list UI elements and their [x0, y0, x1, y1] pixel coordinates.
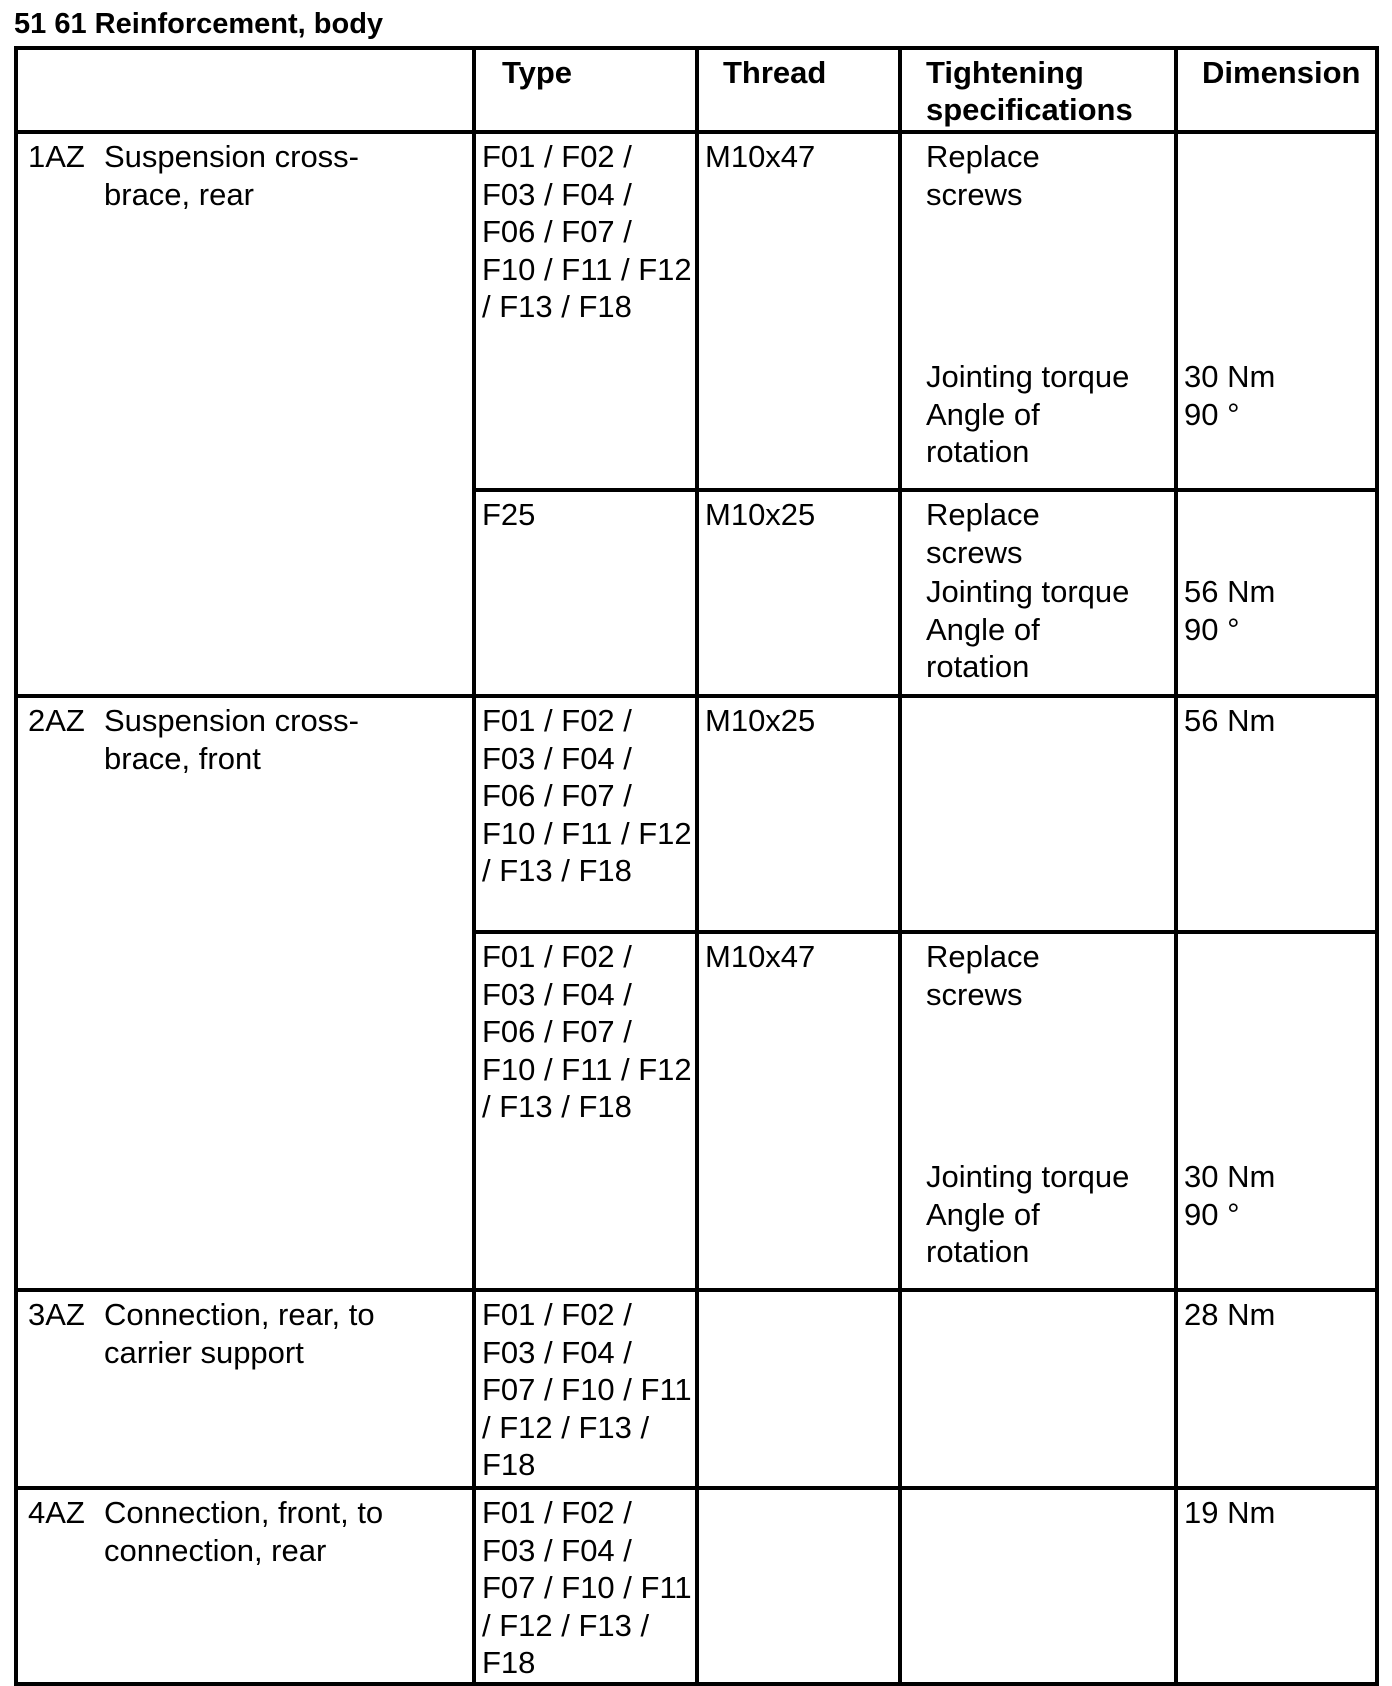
spec-jointing-torque: Jointing torque — [926, 1159, 1130, 1194]
header-thread: Thread — [697, 48, 900, 132]
type-cell: F01 / F02 / F03 / F04 / F06 / F07 / F10 / F11 / F12 / F13 / F18 — [474, 132, 697, 490]
dimension-cell — [1176, 132, 1377, 490]
position-code: 4AZ — [28, 1495, 85, 1530]
dimension-cell: 56 Nm — [1176, 696, 1377, 932]
position-code: 2AZ — [28, 703, 85, 738]
position-cell — [16, 696, 474, 1290]
position-description: Suspension cross-brace, rear — [104, 139, 360, 212]
position-cell — [16, 1290, 474, 1488]
spec-angle-of-rotation: Angle of rotation — [926, 1196, 1040, 1269]
dimension-torque: 30 Nm — [1184, 1159, 1276, 1194]
tightening-spec-cell — [900, 490, 1176, 696]
type-cell: F01 / F02 / F03 / F04 / F07 / F10 / F11 / F12 / F13 / F18 — [474, 1290, 697, 1488]
thread-cell: M10x25 — [697, 696, 900, 932]
document-title: 51 61 Reinforcement, body — [14, 8, 384, 40]
position-cell — [16, 1488, 474, 1684]
spec-replace-screws: Replace screws — [926, 497, 1040, 570]
position-description: Connection, front, to connection, rear — [104, 1495, 384, 1568]
tightening-spec-cell — [900, 1488, 1176, 1684]
dimension-angle: 90 ° — [1184, 611, 1240, 647]
thread-cell: M10x25 — [697, 490, 900, 696]
type-cell: F25 — [474, 490, 697, 696]
tightening-spec-cell — [900, 132, 1176, 490]
dimension-angle: 90 ° — [1184, 1196, 1240, 1232]
type-cell: F01 / F02 / F03 / F04 / F06 / F07 / F10 / F11 / F12 / F13 / F18 — [474, 696, 697, 932]
position-cell — [16, 132, 474, 696]
header-tightening-specifications: Tightening specifications — [900, 48, 1176, 132]
dimension-cell — [1176, 932, 1377, 1290]
table-row — [16, 1488, 1377, 1684]
thread-cell: M10x47 — [697, 132, 900, 490]
header-position — [16, 48, 474, 132]
dimension-cell: 19 Nm — [1176, 1488, 1377, 1684]
spec-replace-screws: Replace screws — [926, 139, 1040, 212]
spec-angle-of-rotation: Angle of rotation — [926, 611, 1040, 684]
dimension-cell — [1176, 490, 1377, 696]
tightening-spec-cell — [900, 1290, 1176, 1488]
position-description: Connection, rear, to carrier support — [104, 1297, 375, 1370]
thread-cell: M10x47 — [697, 932, 900, 1290]
dimension-torque: 30 Nm — [1184, 359, 1276, 394]
tightening-spec-cell — [900, 696, 1176, 932]
spec-replace-screws: Replace screws — [926, 939, 1040, 1012]
spec-jointing-torque: Jointing torque — [926, 574, 1130, 609]
position-description: Suspension cross-brace, front — [104, 703, 360, 776]
table-row — [16, 696, 1377, 932]
type-cell: F01 / F02 / F03 / F04 / F07 / F10 / F11 / F12 / F13 / F18 — [474, 1488, 697, 1684]
dimension-angle: 90 ° — [1184, 396, 1240, 432]
position-code: 1AZ — [28, 139, 85, 174]
spec-angle-of-rotation: Angle of rotation — [926, 396, 1040, 469]
torque-spec-table — [14, 46, 1379, 1686]
position-code: 3AZ — [28, 1297, 85, 1332]
table-row — [16, 1290, 1377, 1488]
header-type: Type — [474, 48, 697, 132]
tightening-spec-cell — [900, 932, 1176, 1290]
dimension-torque: 56 Nm — [1184, 574, 1276, 609]
thread-cell — [697, 1290, 900, 1488]
header-dimension: Dimension — [1176, 48, 1377, 132]
table-header-row — [16, 48, 1377, 132]
dimension-cell: 28 Nm — [1176, 1290, 1377, 1488]
type-cell: F01 / F02 / F03 / F04 / F06 / F07 / F10 / F11 / F12 / F13 / F18 — [474, 932, 697, 1290]
table-row — [16, 132, 1377, 490]
spec-jointing-torque: Jointing torque — [926, 359, 1130, 394]
thread-cell — [697, 1488, 900, 1684]
